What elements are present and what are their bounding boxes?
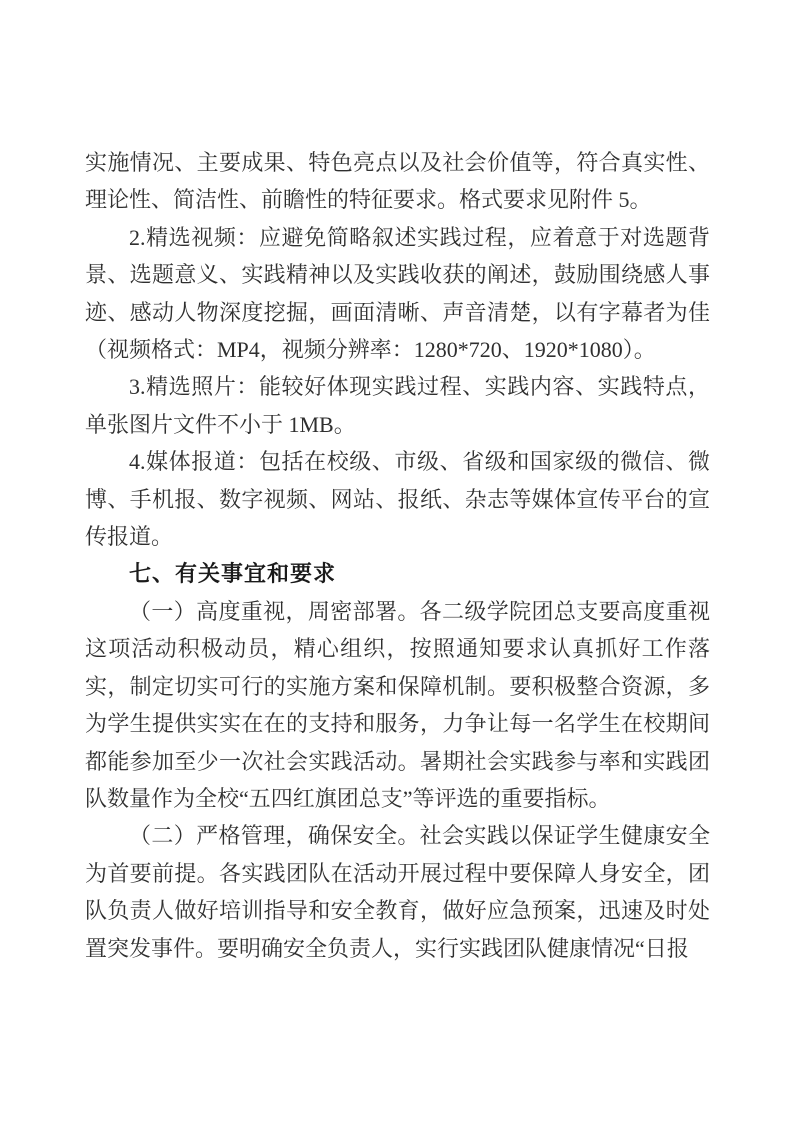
paragraph-selected-photo: 3.精选照片：能较好体现实践过程、实践内容、实践特点，单张图片文件不小于 1MB。 (85, 374, 710, 437)
paragraph-media-coverage: 4.媒体报道：包括在校级、市级、省级和国家级的微信、微博、手机报、数字视频、网站、报纸、杂志等媒体宣传平台的宣传报道。 (85, 449, 710, 550)
paragraph-item-two-strict-management: （二）严格管理，确保安全。社会实践以保证学生健康安全为首要前提。各实践团队在活动开展过程中要保障人身安全，团队负责人做好培训指导和安全教育，做好应急预案，迅速及时处置突发事件。要明确安全负责人，实行实践团队健康情况“日报 (85, 823, 710, 961)
document-body (85, 144, 710, 967)
paragraph-item-one-attach-importance: （一）高度重视，周密部署。各二级学院团总支要高度重视这项活动积极动员，精心组织，按照通知要求认真抓好工作落实，制定切实可行的实施方案和保障机制。要积极整合资源，多为学生提供实实在在的支持和服务，力争让每一名学生在校期间都能参加至少一次社会实践活动。暑期社会实践参与率和实践团队数量作为全校“五四红旗团总支”等评选的重要指标。 (85, 598, 710, 811)
section-heading-seven: 七、有关事宜和要求 (129, 561, 337, 587)
paragraph-requirements-continuation: 实施情况、主要成果、特色亮点以及社会价值等，符合真实性、理论性、简洁性、前瞻性的特征要求。格式要求见附件 5。 (85, 150, 710, 213)
paragraph-selected-video: 2.精选视频：应避免简略叙述实践过程，应着意于对选题背景、选题意义、实践精神以及实践收获的阐述，鼓励围绕感人事迹、感动人物深度挖掘，画面清晰、声音清楚，以有字幕者为佳（视频格式：MP4，视频分辨率：1280*720、1920*1080）。 (85, 224, 710, 363)
